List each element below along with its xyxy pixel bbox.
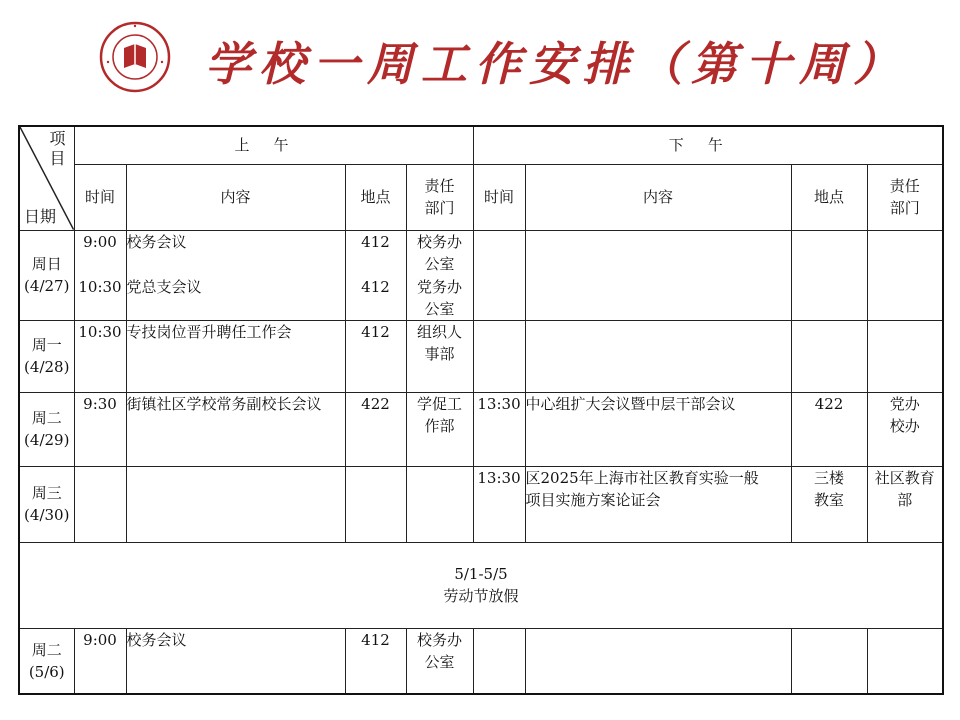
am-dept-cell xyxy=(406,466,473,542)
pm-dept-header: 责任部门 xyxy=(867,164,943,230)
weekly-schedule-table xyxy=(18,125,944,695)
afternoon-header: 下午 xyxy=(473,126,943,164)
am-place-header: 地点 xyxy=(345,164,406,230)
pm-content-cell xyxy=(525,230,791,320)
table-row xyxy=(19,392,943,466)
morning-header: 上午 xyxy=(74,126,473,164)
am-place-cell: 422 xyxy=(345,392,406,466)
pm-place-cell: 422 xyxy=(791,392,867,466)
day-cell: 周一 (4/28) xyxy=(19,320,74,392)
pm-content-cell: 区2025年上海市社区教育实验一般项目实施方案论证会 xyxy=(525,466,791,542)
am-place-cell: 412 xyxy=(345,320,406,392)
am-dept-header: 责任部门 xyxy=(406,164,473,230)
pm-dept-cell xyxy=(867,230,943,320)
table-row xyxy=(19,628,943,694)
pm-dept-cell: 党办校办 xyxy=(867,392,943,466)
am-time-header: 时间 xyxy=(74,164,126,230)
corner-item-label: 项目 xyxy=(49,129,66,168)
pm-time-cell xyxy=(473,628,525,694)
pm-place-header: 地点 xyxy=(791,164,867,230)
am-place-cell xyxy=(345,466,406,542)
pm-content-cell: 中心组扩大会议暨中层干部会议 xyxy=(525,392,791,466)
pm-content-cell xyxy=(525,320,791,392)
holiday-cell xyxy=(19,542,943,628)
table-row xyxy=(19,466,943,542)
day-cell: 周日 (4/27) xyxy=(19,230,74,320)
am-content-cell: 专技岗位晋升聘任工作会 xyxy=(126,320,345,392)
am-place-cell: 412 412 xyxy=(345,230,406,320)
pm-time-cell: 13:30 xyxy=(473,392,525,466)
pm-dept-cell: 社区教育部 xyxy=(867,466,943,542)
holiday-row xyxy=(19,542,943,628)
am-content-cell: 校务会议 xyxy=(126,628,345,694)
am-dept-cell: 校务办公室 党务办公室 xyxy=(406,230,473,320)
school-logo-icon xyxy=(98,20,172,94)
pm-content-header: 内容 xyxy=(525,164,791,230)
day-cell: 周二 (4/29) xyxy=(19,392,74,466)
am-dept-cell: 学促工作部 xyxy=(406,392,473,466)
pm-time-cell xyxy=(473,230,525,320)
corner-header-cell xyxy=(19,126,74,230)
pm-dept-cell xyxy=(867,320,943,392)
table-row xyxy=(19,320,943,392)
am-content-cell xyxy=(126,466,345,542)
am-dept-cell: 组织人事部 xyxy=(406,320,473,392)
pm-time-cell: 13:30 xyxy=(473,466,525,542)
am-time-cell: 10:30 xyxy=(74,320,126,392)
page-title: 学校一周工作安排（第十周） xyxy=(205,37,907,91)
table-row xyxy=(19,230,943,320)
am-time-cell: 9:30 xyxy=(74,392,126,466)
pm-time-header: 时间 xyxy=(473,164,525,230)
am-time-cell: 9:00 xyxy=(74,628,126,694)
am-time-cell: 9:00 10:30 xyxy=(74,230,126,320)
am-time-cell xyxy=(74,466,126,542)
day-cell: 周三 (4/30) xyxy=(19,466,74,542)
pm-place-cell xyxy=(791,230,867,320)
pm-place-cell: 三楼教室 xyxy=(791,466,867,542)
am-dept-cell: 校务办公室 xyxy=(406,628,473,694)
holiday-dates: 5/1-5/5 xyxy=(454,565,508,583)
am-place-cell: 412 xyxy=(345,628,406,694)
am-content-cell: 街镇社区学校常务副校长会议 xyxy=(126,392,345,466)
day-cell: 周二 (5/6) xyxy=(19,628,74,694)
pm-time-cell xyxy=(473,320,525,392)
pm-dept-cell xyxy=(867,628,943,694)
am-content-header: 内容 xyxy=(126,164,345,230)
corner-date-label: 日期 xyxy=(24,206,57,226)
pm-place-cell xyxy=(791,628,867,694)
am-content-cell: 校务会议 党总支会议 xyxy=(126,230,345,320)
pm-place-cell xyxy=(791,320,867,392)
holiday-label: 劳动节放假 xyxy=(443,587,519,605)
pm-content-cell xyxy=(525,628,791,694)
